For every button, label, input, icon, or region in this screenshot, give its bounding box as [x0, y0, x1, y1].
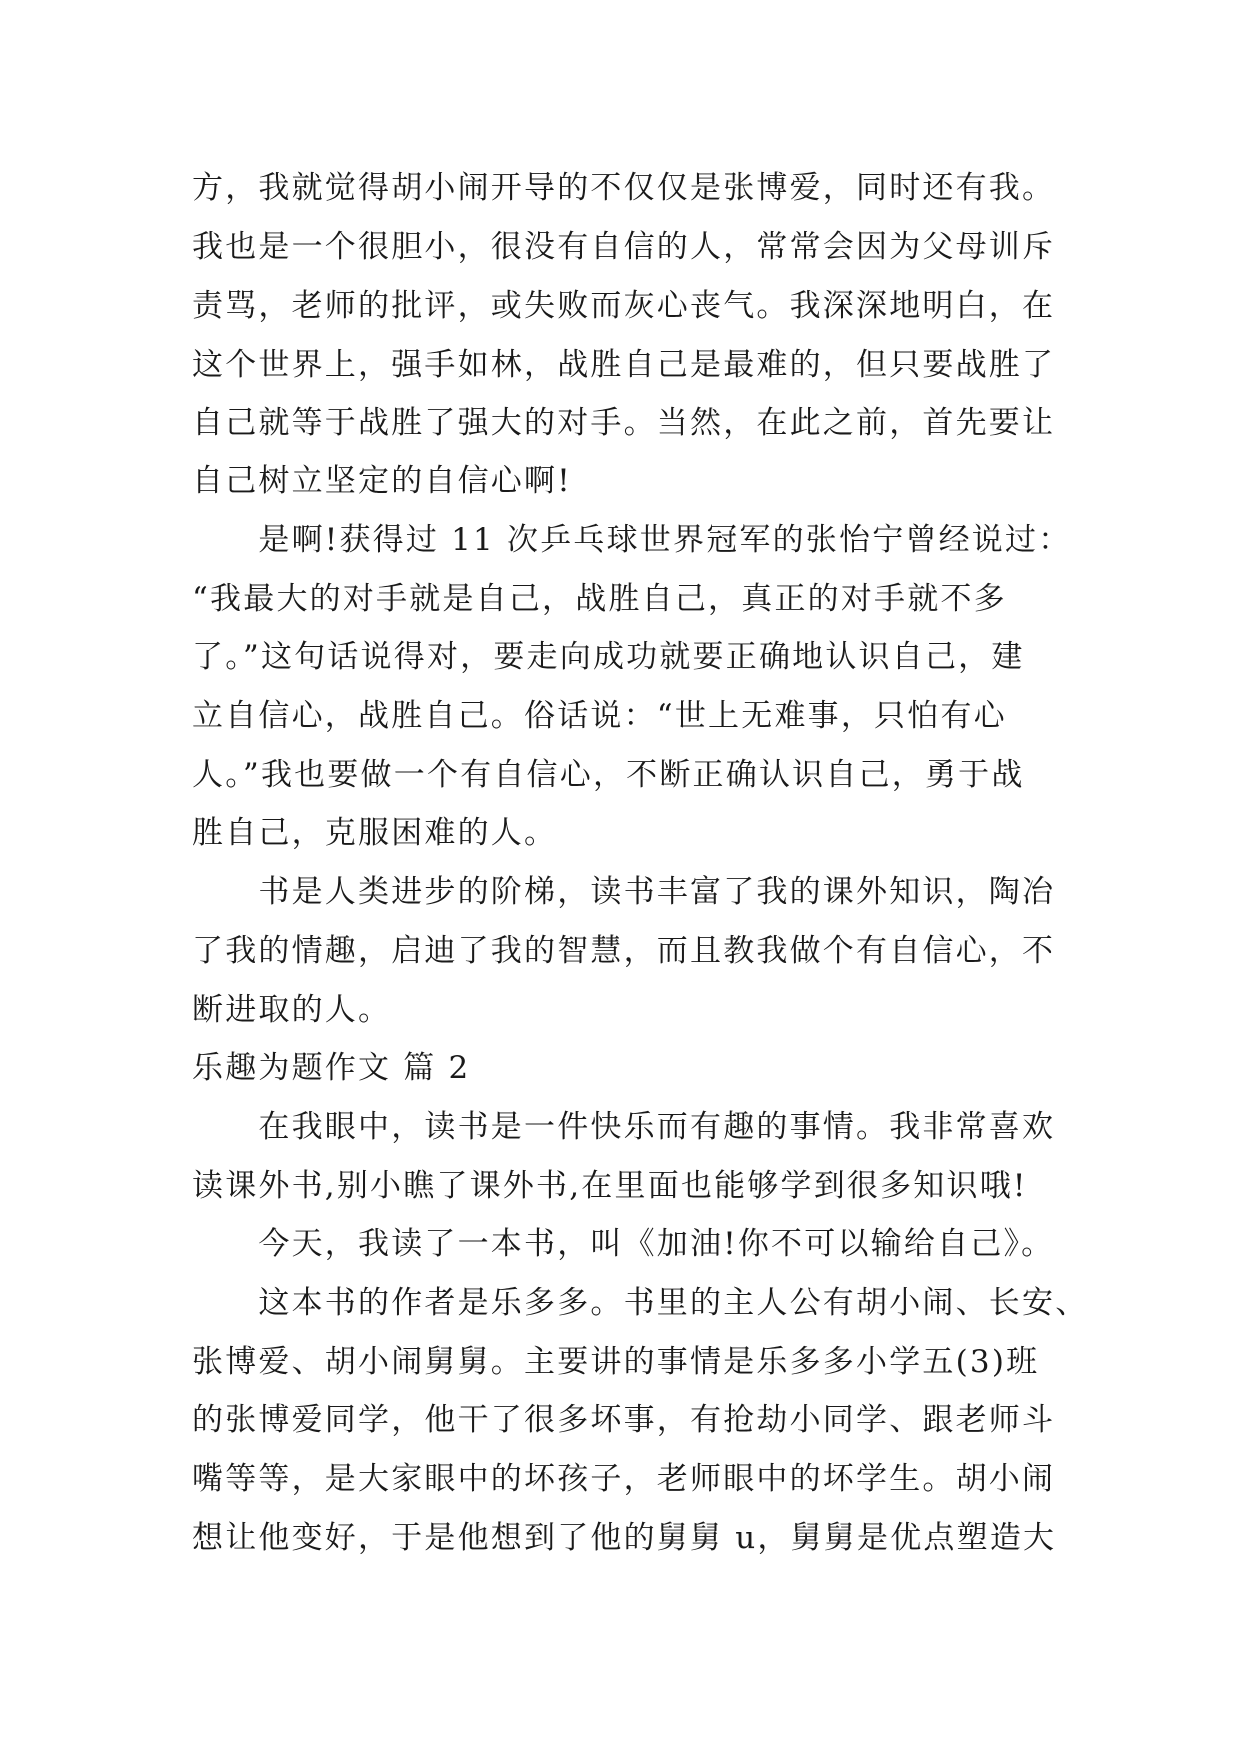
- text-line: 人。”我也要做一个有自信心，不断正确认识自己，勇于战: [192, 757, 1025, 793]
- text-line: 书是人类进步的阶梯，读书丰富了我的课外知识，陶冶: [192, 874, 1056, 910]
- text-line: 在我眼中，读书是一件快乐而有趣的事情。我非常喜欢: [192, 1109, 1056, 1145]
- text-line: 自己树立坚定的自信心啊!: [192, 463, 572, 499]
- section-heading: 乐趣为题作文 篇 2: [192, 1050, 471, 1086]
- text-line: 今天，我读了一本书，叫《加油!你不可以输给自己》。: [192, 1226, 1055, 1262]
- text-line: 我也是一个很胆小，很没有自信的人，常常会因为父母训斥: [192, 229, 1056, 265]
- text-line: 责骂，老师的批评，或失败而灰心丧气。我深深地明白，在: [192, 288, 1056, 324]
- text-line: 的张博爱同学，他干了很多坏事，有抢劫小同学、跟老师斗: [192, 1402, 1056, 1438]
- text-line: 读课外书,别小瞧了课外书,在里面也能够学到很多知识哦!: [192, 1168, 1028, 1204]
- text-line: 这个世界上，强手如林，战胜自己是最难的，但只要战胜了: [192, 347, 1056, 383]
- text-line: “我最大的对手就是自己，战胜自己，真正的对手就不多: [192, 581, 1007, 617]
- text-line: 了我的情趣，启迪了我的智慧，而且教我做个有自信心，不: [192, 933, 1056, 969]
- text-line: 这本书的作者是乐多多。书里的主人公有胡小闹、长安、: [192, 1285, 1089, 1321]
- text-line: 胜自己，克服困难的人。: [192, 815, 558, 851]
- text-line: 自己就等于战胜了强大的对手。当然，在此之前，首先要让: [192, 405, 1056, 441]
- text-line: 立自信心，战胜自己。俗话说：“世上无难事，只怕有心: [192, 698, 1007, 734]
- text-line: 想让他变好，于是他想到了他的舅舅 u，舅舅是优点塑造大: [192, 1520, 1057, 1556]
- text-line: 嘴等等，是大家眼中的坏孩子，老师眼中的坏学生。胡小闹: [192, 1461, 1056, 1497]
- text-line: 是啊!获得过 11 次乒乓球世界冠军的张怡宁曾经说过：: [192, 522, 1072, 558]
- text-line: 张博爱、胡小闹舅舅。主要讲的事情是乐多多小学五(3)班: [192, 1344, 1040, 1380]
- text-line: 了。”这句话说得对，要走向成功就要正确地认识自己，建: [192, 639, 1025, 675]
- text-line: 方，我就觉得胡小闹开导的不仅仅是张博爱，同时还有我。: [192, 170, 1056, 206]
- text-line: 断进取的人。: [192, 992, 392, 1028]
